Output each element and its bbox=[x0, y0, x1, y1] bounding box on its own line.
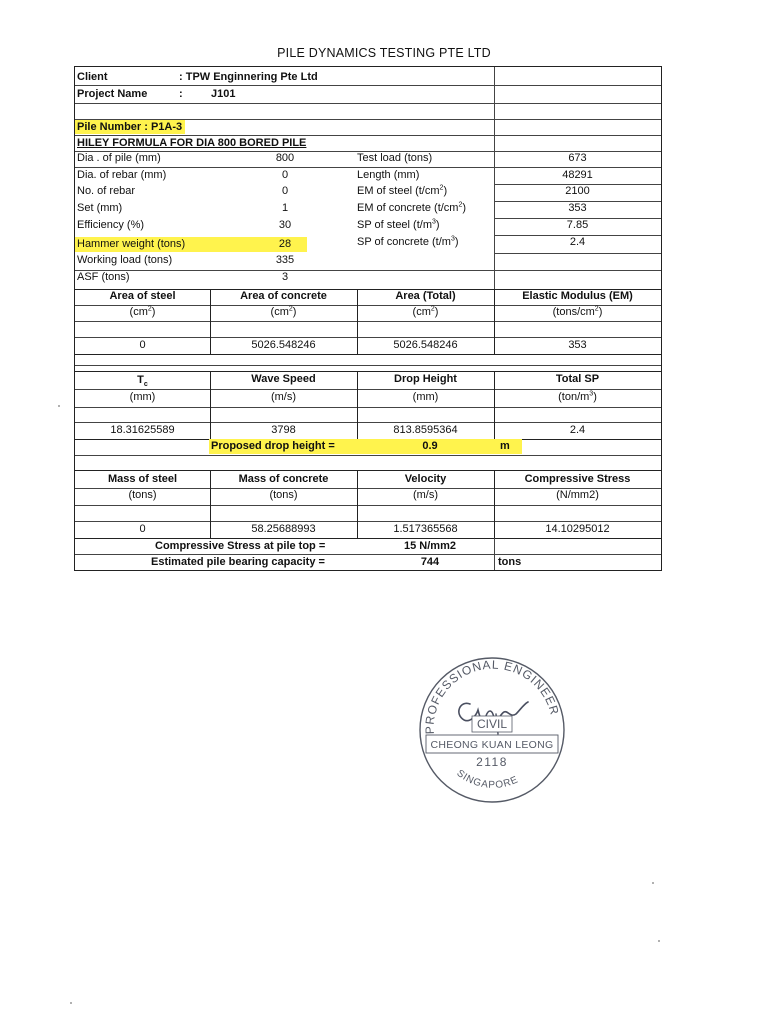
scan-speck bbox=[58, 405, 60, 407]
company-title: PILE DYNAMICS TESTING PTE LTD bbox=[277, 46, 491, 60]
param-value: 335 bbox=[275, 254, 295, 266]
stamp-name: CHEONG KUAN LEONG bbox=[430, 739, 554, 751]
stamp-top-text: PROFESSIONAL ENGINEER bbox=[422, 657, 562, 735]
column-header: Area of concrete bbox=[240, 290, 327, 302]
column-value: 2.4 bbox=[569, 424, 586, 436]
column-header: Mass of concrete bbox=[238, 473, 329, 485]
column-header: Compressive Stress bbox=[524, 473, 631, 485]
param-label: Hammer weight (tons) bbox=[77, 238, 186, 250]
param-label: EM of steel $(t/cm^2)$ bbox=[357, 184, 448, 197]
param-value: 0 bbox=[281, 185, 289, 197]
column-value: 813.8595364 bbox=[393, 424, 458, 436]
divider bbox=[494, 538, 495, 570]
formula-title: HILEY FORMULA FOR DIA 800 BORED PILE bbox=[77, 137, 307, 149]
column-value: 353 bbox=[568, 339, 587, 351]
column-unit: $(tons/cm^2)$ bbox=[552, 305, 603, 318]
column-header: Area (Total) bbox=[395, 290, 456, 302]
column-unit: (mm) bbox=[129, 391, 156, 403]
client-label: Client bbox=[77, 71, 108, 83]
param-label: SP of concrete $(t/m^3)$ bbox=[357, 235, 459, 248]
param-label: ASF (tons) bbox=[77, 271, 130, 283]
column-unit: $(cm^2)$ bbox=[129, 305, 156, 318]
param-label: SP of steel $(t/m^3)$ bbox=[357, 218, 440, 231]
client-value: : TPW Enginnering Pte Ltd bbox=[179, 71, 318, 83]
divider bbox=[75, 85, 661, 86]
proposed-drop-label: Proposed drop height = bbox=[211, 440, 335, 452]
column-unit: $(ton/m^3)$ bbox=[558, 390, 597, 403]
comp-stress-label: Compressive Stress at pile top = bbox=[155, 540, 326, 552]
divider bbox=[75, 270, 661, 271]
param-value: 353 bbox=[568, 202, 587, 214]
column-unit: (m/s) bbox=[270, 391, 297, 403]
param-value: 673 bbox=[568, 152, 587, 164]
column-unit: (mm) bbox=[412, 391, 439, 403]
column-unit: (N/mm2) bbox=[556, 489, 599, 501]
column-header: Drop Height bbox=[394, 373, 457, 385]
divider bbox=[75, 470, 661, 471]
capacity-value: 744 bbox=[420, 556, 440, 568]
comp-stress-value: 15 N/mm2 bbox=[404, 540, 456, 552]
stamp-discipline: CIVIL bbox=[476, 717, 508, 731]
column-value: 0 bbox=[139, 523, 146, 535]
column-header: Total SP bbox=[555, 373, 600, 385]
param-value: 48291 bbox=[562, 169, 593, 181]
column-header-tc: $T_c$ bbox=[137, 374, 148, 389]
param-value: 800 bbox=[275, 152, 295, 164]
project-label: Project Name bbox=[77, 88, 148, 100]
divider bbox=[494, 253, 661, 254]
param-value: 30 bbox=[278, 219, 292, 231]
proposed-drop-unit: m bbox=[500, 440, 510, 452]
column-value: 58.25688993 bbox=[251, 523, 316, 535]
column-unit: (tons) bbox=[269, 489, 298, 501]
column-header: Wave Speed bbox=[251, 373, 316, 385]
divider bbox=[75, 505, 661, 506]
stamp-number: 2118 bbox=[476, 755, 508, 769]
divider bbox=[75, 365, 661, 366]
column-value: 0 bbox=[139, 339, 146, 351]
divider bbox=[75, 321, 661, 322]
stamp-country: SINGAPORE bbox=[454, 767, 521, 791]
param-label: Dia. of rebar (mm) bbox=[77, 169, 167, 181]
column-value: 18.31625589 bbox=[110, 424, 175, 436]
column-unit: $(cm^2)$ bbox=[270, 305, 297, 318]
param-label: Length (mm) bbox=[357, 169, 420, 181]
column-value: 14.10295012 bbox=[545, 523, 610, 535]
column-unit: (tons) bbox=[128, 489, 157, 501]
param-value: 1 bbox=[281, 202, 289, 214]
divider bbox=[75, 354, 661, 355]
scan-speck bbox=[652, 882, 654, 884]
param-value: 2100 bbox=[565, 185, 590, 197]
proposed-drop-value: 0.9 bbox=[422, 440, 438, 452]
param-label: EM of concrete $(t/cm^2)$ bbox=[357, 201, 467, 214]
column-value: 1.517365568 bbox=[393, 523, 458, 535]
param-label: Dia . of pile (mm) bbox=[77, 152, 161, 164]
param-value: 28 bbox=[278, 238, 292, 250]
divider bbox=[75, 103, 661, 104]
param-label: No. of rebar bbox=[77, 185, 136, 197]
param-label: Set (mm) bbox=[77, 202, 123, 214]
param-value: 2.4 bbox=[569, 236, 586, 248]
divider bbox=[75, 455, 661, 456]
hiley-formula-sheet bbox=[74, 66, 662, 571]
professional-engineer-stamp bbox=[412, 652, 570, 804]
param-label: Test load (tons) bbox=[357, 152, 433, 164]
column-value: 5026.548246 bbox=[393, 339, 458, 351]
param-label: Efficiency (%) bbox=[77, 219, 145, 231]
column-unit: $(cm^2)$ bbox=[412, 305, 439, 318]
column-header: Mass of steel bbox=[107, 473, 178, 485]
pile-number: Pile Number : P1A-3 bbox=[75, 120, 185, 134]
param-value: 7.85 bbox=[566, 219, 589, 231]
scan-speck bbox=[658, 940, 660, 942]
capacity-unit: tons bbox=[498, 556, 522, 568]
scan-speck bbox=[70, 1002, 72, 1004]
column-unit: (m/s) bbox=[412, 489, 439, 501]
column-value: 3798 bbox=[271, 424, 296, 436]
project-value: J101 bbox=[211, 88, 236, 100]
project-colon: : bbox=[179, 88, 183, 100]
capacity-label: Estimated pile bearing capacity = bbox=[151, 556, 325, 568]
column-value: 5026.548246 bbox=[251, 339, 316, 351]
param-label: Working load (tons) bbox=[77, 254, 173, 266]
column-header: Area of steel bbox=[109, 290, 176, 302]
divider bbox=[75, 407, 661, 408]
column-header: Velocity bbox=[404, 473, 447, 485]
param-value: 3 bbox=[281, 271, 289, 283]
param-value: 0 bbox=[281, 169, 289, 181]
column-header: Elastic Modulus (EM) bbox=[522, 290, 633, 302]
